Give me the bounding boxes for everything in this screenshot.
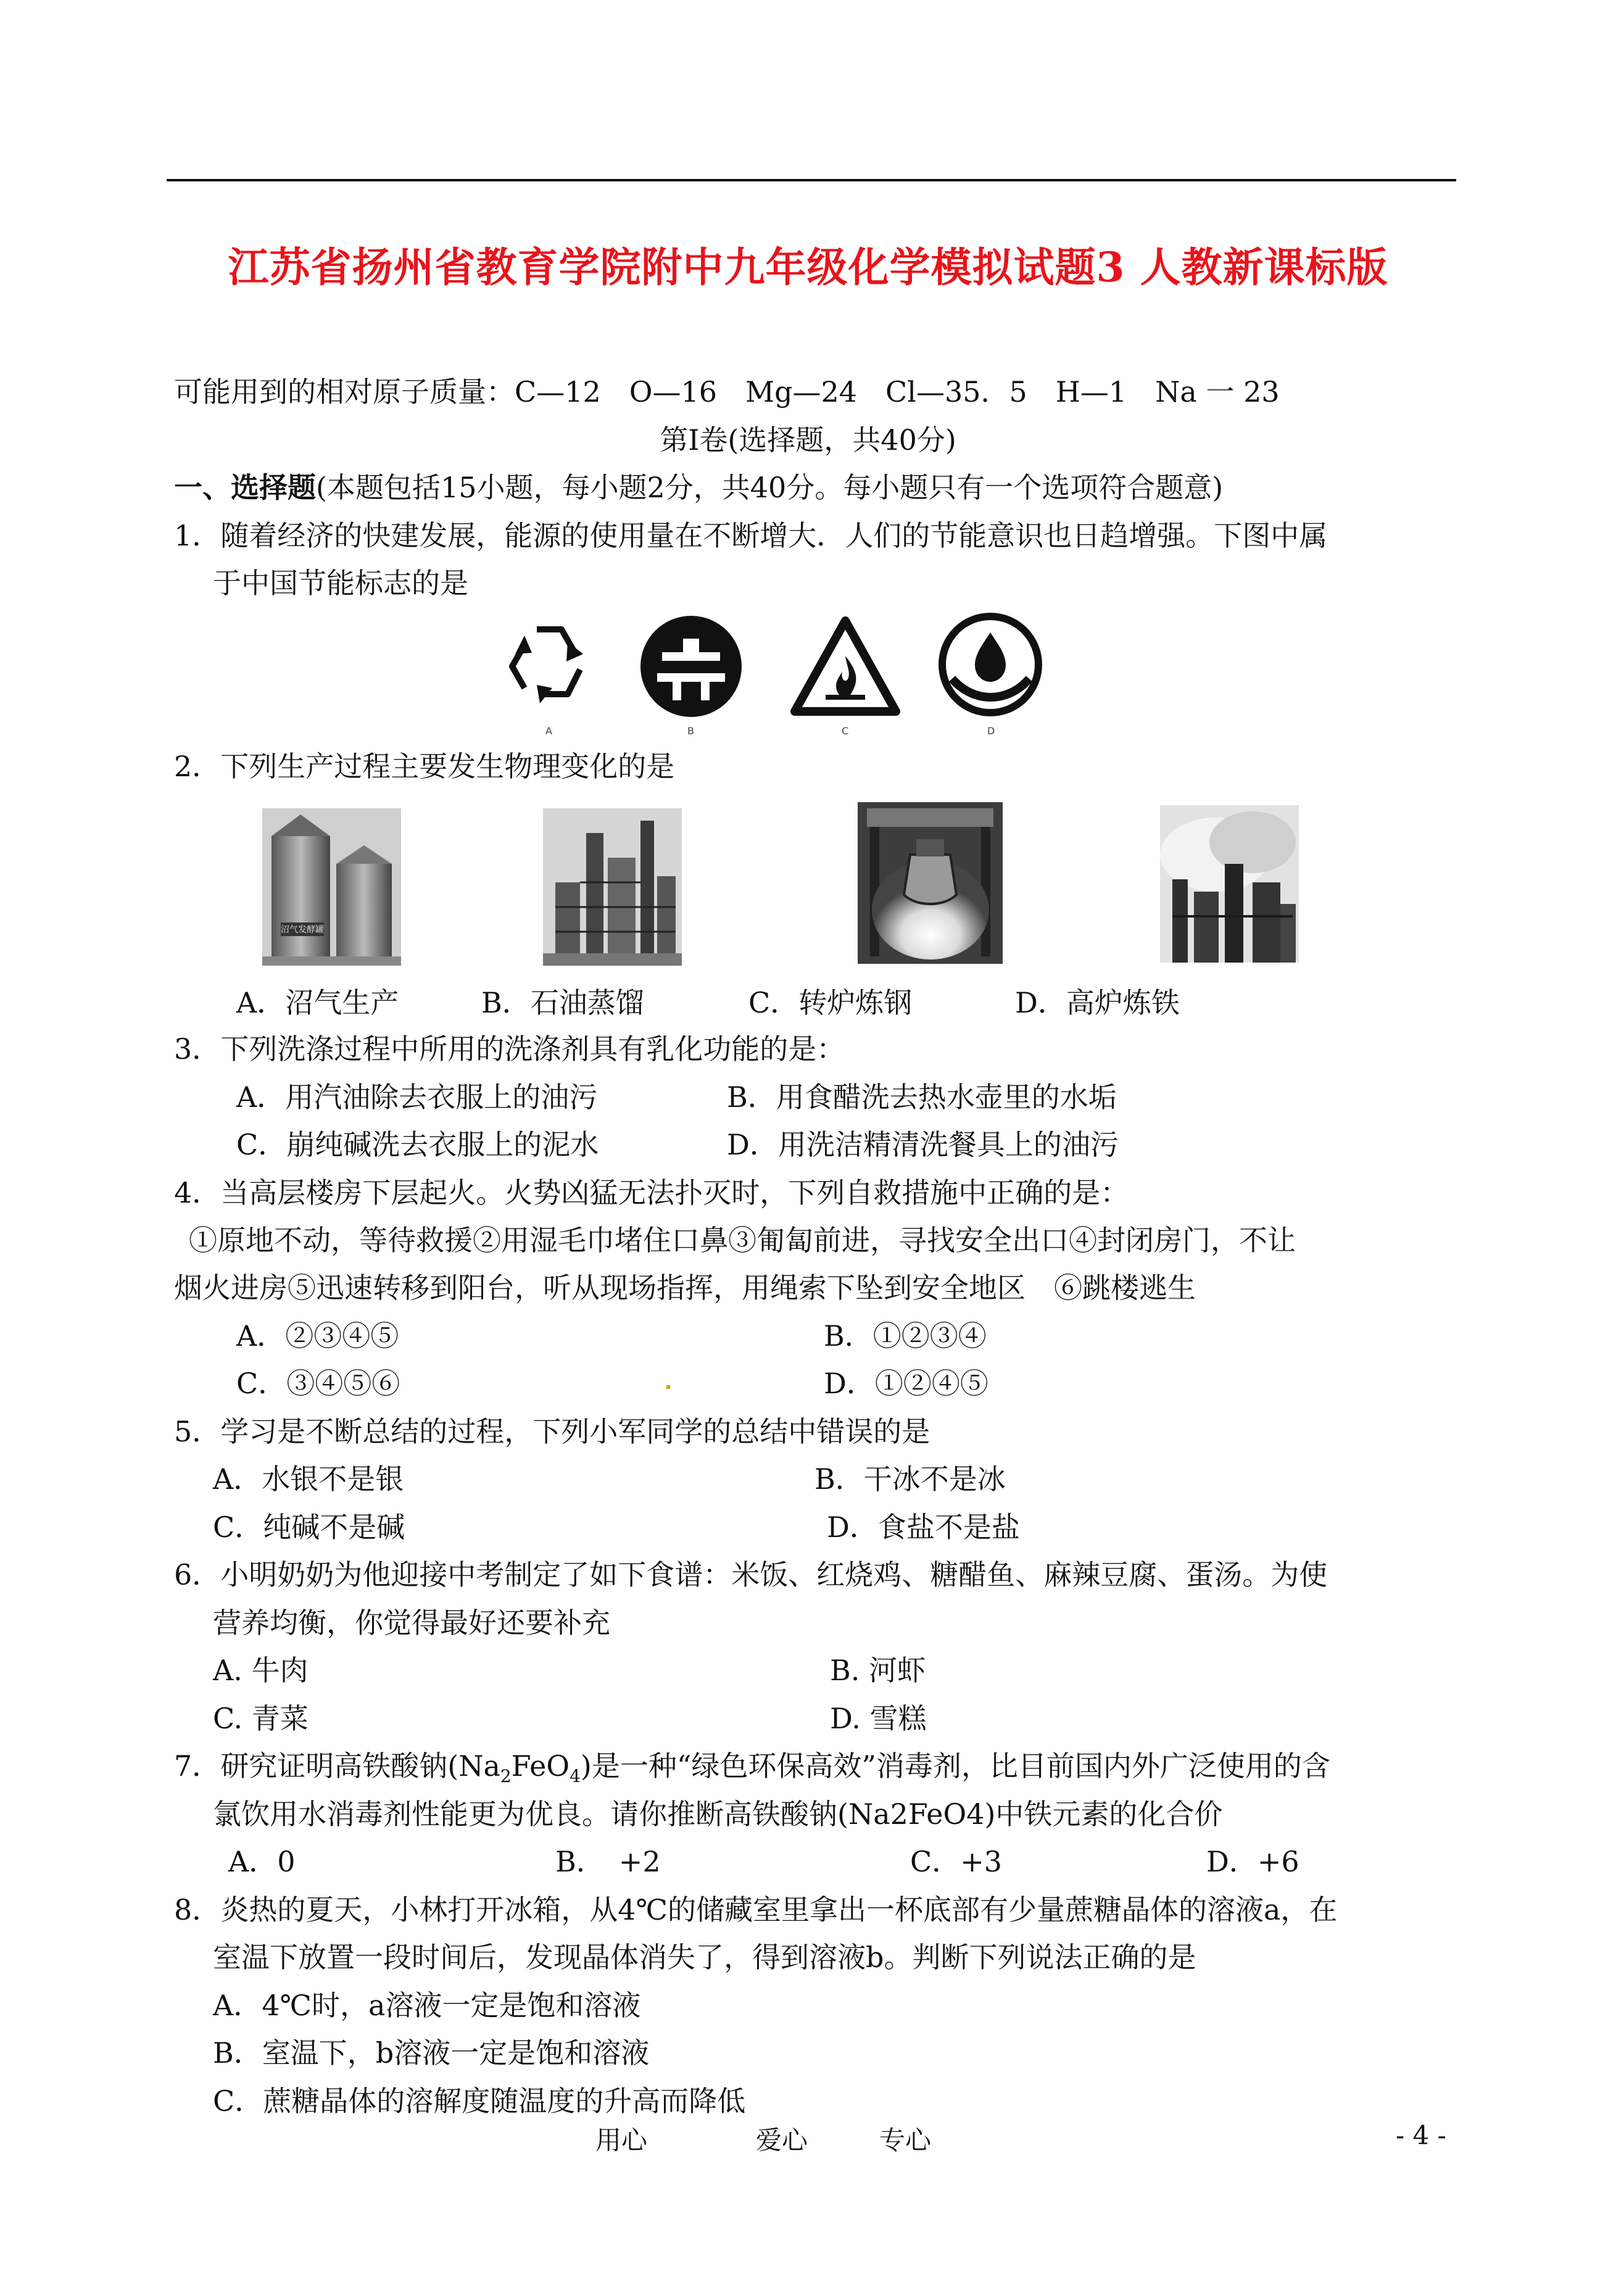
q3-option-c: C．崩纯碱洗去衣服上的泥水 — [236, 1128, 599, 1161]
q2-option-a: A．沼气生产 — [236, 986, 399, 1019]
q5-option-c: C．纯碱不是碱 — [213, 1511, 405, 1544]
logo-label-a: A — [545, 725, 552, 737]
q4-option-a: A．②③④⑤ — [236, 1319, 399, 1353]
biogas-tank-sign: 沼气发酵罐 — [281, 925, 324, 935]
q4-stem: 4．当高层楼房下层起火。火势凶猛无法扑灭时，下列自救措施中正确的是： — [174, 1176, 1129, 1209]
logo-label-c: C — [842, 725, 849, 737]
q3-option-a: A．用汽油除去衣服上的油污 — [236, 1080, 598, 1114]
oil-refinery-photo — [543, 808, 682, 966]
q6-option-a: A. 牛肉 — [213, 1654, 309, 1687]
q7-line1-part-a: 7．研究证明高铁酸钠(Na — [174, 1749, 500, 1783]
part-heading: 第Ⅰ卷(选择题，共40分) — [660, 423, 956, 457]
q6-line2: 营养均衡，你觉得最好还要补充 — [213, 1606, 610, 1639]
q5-option-d: D．食盐不是盐 — [827, 1511, 1020, 1544]
q5-stem: 5．学习是不断总结的过程，下列小军同学的总结中错误的是 — [174, 1415, 930, 1448]
china-energy-saving-logo-icon — [639, 614, 744, 719]
q3-option-b: B．用食醋洗去热水壶里的水垢 — [727, 1080, 1117, 1114]
q1-line2: 于中国节能标志的是 — [213, 566, 468, 600]
q4-option-b: B．①②③④ — [824, 1319, 987, 1353]
page-number: - 4 - — [1396, 2120, 1446, 2150]
footer-motto-2: 爱心 — [756, 2125, 808, 2155]
flammable-warning-logo-icon — [790, 616, 901, 718]
q8-option-c: C．蔗糖晶体的溶解度随温度的升高而降低 — [213, 2084, 746, 2118]
q7-option-b: B． +2 — [555, 1845, 661, 1878]
q6-line1: 6．小明奶奶为他迎接中考制定了如下食谱：米饭、红烧鸡、糖醋鱼、麻辣豆腐、蛋汤。为使 — [174, 1558, 1328, 1591]
logo-label-d: D — [987, 725, 995, 737]
q6-option-c: C. 青菜 — [213, 1702, 309, 1735]
q5-option-b: B．干冰不是冰 — [814, 1462, 1006, 1496]
section-note: (本题包括15小题，每小题2分，共40分。每小题只有一个选项符合题意) — [316, 471, 1224, 504]
q4-option-c: C．③④⑤⑥ — [236, 1367, 400, 1400]
q7-line1 — [174, 1747, 1330, 1795]
q7-option-c: C．+3 — [910, 1845, 1003, 1878]
page-title: 江苏省扬州省教育学院附中九年级化学模拟试题3 人教新课标版 — [228, 243, 1388, 291]
blast-furnace-photo — [1160, 805, 1299, 963]
q6-option-d: D. 雪糕 — [830, 1702, 927, 1735]
q2-option-d: D．高炉炼铁 — [1015, 986, 1180, 1019]
q1-line1: 1．随着经济的快建发展，能源的使用量在不断增大．人们的节能意识也日趋增强。下图中属 — [174, 519, 1328, 552]
q8-line2: 室温下放置一段时间后，发现晶体消失了，得到溶液b。判断下列说法正确的是 — [213, 1941, 1196, 1974]
header-rule — [167, 179, 1456, 181]
q7-line2: 氯饮用水消毒剂性能更为优良。请你推断高铁酸钠(Na2FeO4)中铁元素的化合价 — [213, 1797, 1223, 1831]
q3-stem: 3．下列洗涤过程中所用的洗涤剂具有乳化功能的是： — [174, 1032, 845, 1066]
q7-sub-4: 4 — [570, 1766, 581, 1787]
q4-option-d: D．①②④⑤ — [824, 1367, 988, 1400]
biogas-tank-photo — [262, 808, 401, 966]
q6-option-b: B. 河虾 — [830, 1654, 926, 1687]
q7-line1-part-b: FeO — [511, 1749, 570, 1783]
atomic-masses: 可能用到的相对原子质量：C—12 O—16 Mg—24 Cl—35．5 H—1 Na 一 23 — [174, 375, 1280, 408]
q4-line2: ①原地不动，等待救援②用湿毛巾堵住口鼻③匍匐前进，寻找安全出口④封闭房门，不让 — [189, 1224, 1296, 1257]
q2-stem: 2．下列生产过程主要发生物理变化的是 — [174, 750, 675, 783]
footer-motto-3: 专心 — [879, 2125, 932, 2155]
q3-option-d: D．用洗洁精清洗餐具上的油污 — [727, 1128, 1119, 1161]
q7-option-d: D．+6 — [1206, 1845, 1299, 1878]
stray-dot — [666, 1385, 670, 1389]
water-saving-logo-icon — [937, 611, 1045, 719]
converter-steelmaking-photo — [858, 802, 1003, 964]
q2-option-b: B．石油蒸馏 — [481, 986, 644, 1019]
q7-option-a: A．0 — [228, 1845, 296, 1878]
section-label: 一、选择题 — [174, 471, 316, 504]
q7-line1-part-c: )是一种“绿色环保高效”消毒剂，比目前国内外广泛使用的含 — [580, 1749, 1330, 1783]
q8-line1: 8．炎热的夏天，小林打开冰箱，从4℃的储藏室里拿出一杯底部有少量蔗糖晶体的溶液a，在 — [174, 1893, 1338, 1926]
recycle-logo-icon — [494, 611, 605, 722]
q8-option-a: A．4℃时，a溶液一定是饱和溶液 — [213, 1989, 641, 2022]
logo-label-b: B — [687, 725, 694, 737]
footer-motto-1: 用心 — [595, 2125, 648, 2155]
q2-option-c: C．转炉炼钢 — [748, 986, 913, 1019]
q5-option-a: A．水银不是银 — [213, 1462, 404, 1496]
q4-line3: 烟火进房⑤迅速转移到阳台，听从现场指挥，用绳索下坠到安全地区 ⑥跳楼逃生 — [174, 1271, 1196, 1304]
section-heading — [174, 469, 1223, 506]
q8-option-b: B．室温下，b溶液一定是饱和溶液 — [213, 2036, 650, 2070]
energy-logos-figure — [494, 611, 1049, 740]
q7-sub-2: 2 — [500, 1766, 512, 1787]
